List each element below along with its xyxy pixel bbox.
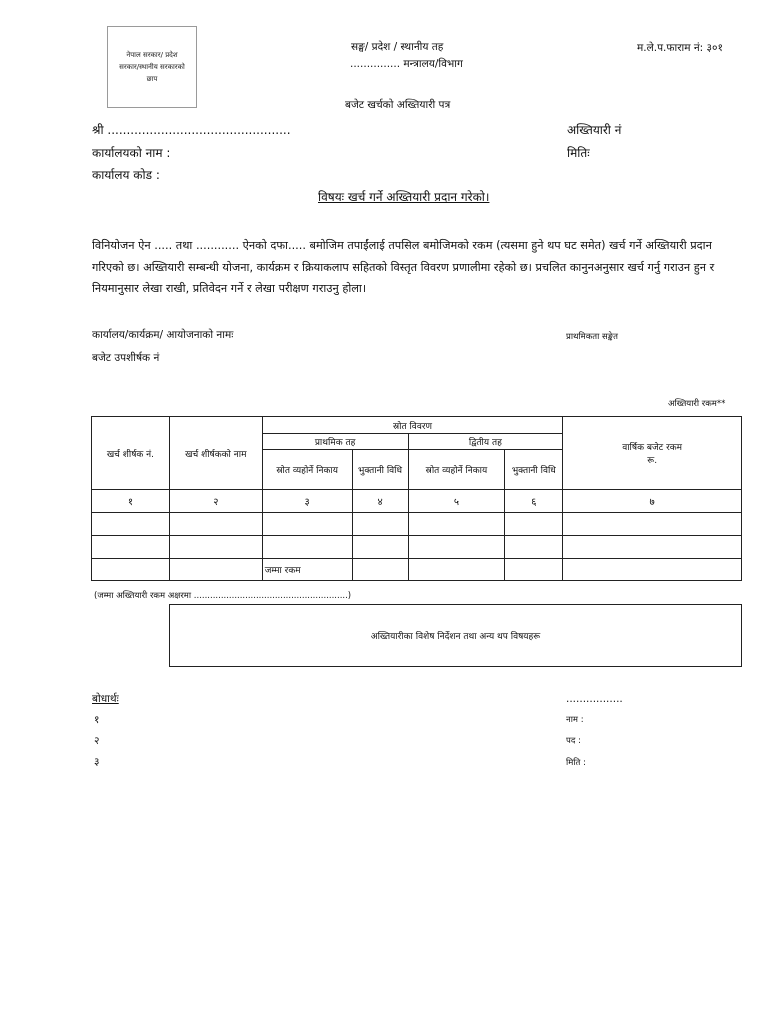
budget-subhead-label: बजेट उपशीर्षक नं: [92, 352, 160, 364]
seal-line: छाप: [146, 75, 158, 83]
special-instructions-box: [169, 604, 742, 667]
form-number: म.ले.प.फाराम नं: ३०१: [637, 42, 723, 54]
col-number: ४: [352, 490, 408, 513]
signatory-date-label: मिति :: [566, 758, 586, 768]
header-payment-method-1: भुक्तानी विधि: [352, 450, 408, 490]
header-payment-method-2: भुक्तानी विधि: [505, 450, 563, 490]
government-tier: सङ्घ/ प्रदेश / स्थानीय तह: [351, 41, 444, 53]
header-secondary-tier: द्वितीय तह: [408, 434, 563, 450]
signature-line: .................: [566, 693, 623, 705]
table-row: [92, 536, 742, 559]
header-exp-head-name: खर्च शीर्षकको नाम: [169, 417, 262, 490]
total-row: [92, 559, 742, 581]
body-paragraph: विनियोजन ऐन ..... तथा ............ ऐनको दफा..... बमोजिम तपाईंलाई तपसिल बमोजिमको रकम (त्यसमा हुने थप घट समेत) खर्च गर्ने अख्तियारी प्रदान गरिएको छ। अख्तियारी सम्बन्धी योजना, कार्यक्रम र क्रियाकलाप सहितको विस्तृत विवरण प्रणालीमा रहेको छ। प्रचलित कानुनअनुसार खर्च गर्नु गराउन हुन र नियमानुसार लेखा राखी, प्रतिवेदन गर्ने र लेखा परीक्षण गराउनु होला।: [92, 239, 715, 295]
priority-code-label: प्राथमिकता सङ्केत: [566, 332, 619, 342]
annual-budget-label: वार्षिक बजेट रकम: [622, 443, 683, 453]
page-title: बजेट खर्चको अख्तियारी पत्र: [345, 99, 451, 111]
col-number: ३: [262, 490, 352, 513]
col-number: १: [92, 490, 170, 513]
subject-line: विषयः खर्च गर्ने अख्तियारी प्रदान गरेको।: [318, 190, 490, 204]
bodharth-label: बोधार्थः: [92, 693, 119, 705]
list-item: १: [94, 714, 100, 726]
amount-in-words: (जम्मा अख्तियारी रकम अक्षरमा .........................................................): [94, 591, 352, 601]
col-number: ७: [563, 490, 742, 513]
authorized-amount-label: अख्तियारी रकम**: [668, 399, 726, 409]
special-instructions-label: अख्तियारीका विशेष निर्देशन तथा अन्य थप विषयहरू: [370, 632, 541, 642]
header-source-detail: स्रोत विवरण: [262, 417, 563, 434]
col-number: २: [169, 490, 262, 513]
budget-table: [91, 416, 742, 581]
recipient-field: श्री ................................................: [92, 123, 291, 137]
office-code-field: कार्यालय कोड :: [92, 168, 160, 182]
signatory-post-label: पद :: [566, 736, 581, 746]
header-source-body-2: स्रोत व्यहोर्ने निकाय: [408, 450, 505, 490]
list-item: ३: [94, 756, 100, 768]
header-annual-budget: [563, 417, 742, 490]
col-number: ५: [408, 490, 505, 513]
seal-line: सरकार/स्थानीय सरकारको: [119, 63, 185, 71]
authorization-number-field: अख्तियारी नं: [567, 123, 622, 137]
table-row: [92, 513, 742, 536]
date-field: मितिः: [567, 146, 590, 160]
total-label: जम्मा रकम: [262, 559, 352, 581]
header-primary-tier: प्राथमिक तह: [262, 434, 408, 450]
seal-box: [107, 26, 197, 108]
currency-label: रू.: [647, 456, 658, 466]
seal-line: नेपाल सरकार/ प्रदेश: [126, 51, 178, 59]
office-program-label: कार्यालय/कार्यक्रम/ आयोजनाको नामः: [92, 329, 234, 341]
header-source-body-1: स्रोत व्यहोर्ने निकाय: [262, 450, 352, 490]
signatory-name-label: नाम :: [566, 715, 584, 725]
office-name-field: कार्यालयको नाम :: [92, 146, 171, 160]
header-exp-head-no: खर्च शीर्षक नं.: [92, 417, 170, 490]
list-item: २: [94, 735, 100, 747]
ministry-line: ............... मन्त्रालय/विभाग: [350, 58, 463, 70]
col-number: ६: [505, 490, 563, 513]
